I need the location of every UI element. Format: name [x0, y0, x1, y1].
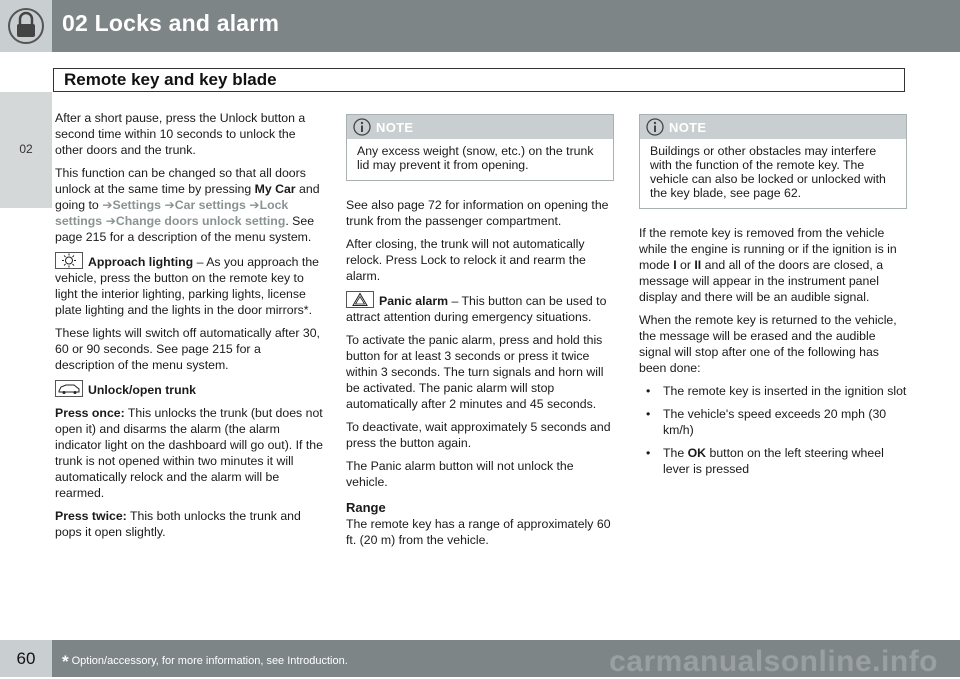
- side-tab-label: 02: [19, 142, 33, 156]
- paragraph: To activate the panic alarm, press and hold this button for at least 3 seconds or press it twice within 3 seconds. The turn signals and horn will be activated. The panic alarm will stop automatically after 2 minutes and 45 seconds.: [346, 333, 604, 411]
- footnote-star: *: [62, 652, 69, 671]
- text: . See page 215 for a description of the menu system.: [55, 214, 315, 244]
- note-header: [347, 115, 613, 139]
- arrow-right-icon: ➔: [102, 198, 113, 212]
- list-item: • The vehicle's speed exceeds 20 mph (30 km/h): [639, 406, 907, 438]
- note-header: [640, 115, 906, 139]
- text: If the remote key is removed from the vehicle while the engine is running or if the ignition is in mode: [639, 226, 897, 272]
- page-number: 60: [16, 649, 36, 668]
- info-icon: [353, 118, 371, 136]
- paragraph: After a short pause, press the Unlock button a second time within 10 seconds to unlock the other doors and the trunk.: [55, 111, 306, 157]
- panic-alarm-heading: Panic alarm: [379, 294, 449, 308]
- press-once-label: Press once:: [55, 406, 125, 420]
- note-title: NOTE: [376, 120, 414, 135]
- warning-triangle-icon: [347, 292, 373, 307]
- page-number-box: [0, 640, 52, 677]
- text: This unlocks the trunk (but does not open it) and disarms the alarm (the alarm indicator light on the dashboard will go out). If the trunk is not opened within two minutes it will automatically relock and the alarm will be rearmed.: [55, 406, 323, 500]
- light-icon: [56, 253, 82, 268]
- menu-path-settings: Settings: [112, 198, 162, 212]
- note-text: Buildings or other obstacles may interfere with the function of the remote key. The vehicle can also be locked or unlocked with the key blade, see page 62.: [650, 144, 886, 200]
- chapter-icon-box: [0, 0, 52, 52]
- paragraph: [55, 508, 323, 540]
- info-icon: [646, 118, 664, 136]
- text: and all of the doors are closed, a message will appear in the instrument panel display and there will be an audible signal.: [639, 258, 884, 304]
- unlock-trunk-heading: Unlock/open trunk: [88, 383, 196, 397]
- menu-path-car-settings: Car settings: [174, 198, 246, 212]
- paragraph: [346, 291, 614, 325]
- section-title: Remote key and key blade: [64, 70, 277, 89]
- approach-lighting-heading: Approach lighting: [88, 255, 194, 269]
- arrow-right-icon: ➔: [164, 198, 175, 212]
- list-item: • The remote key is inserted in the ignition slot: [639, 383, 907, 399]
- column-1: [55, 110, 323, 547]
- footnote-text: Option/accessory, for more information, see Introduction.: [71, 655, 348, 667]
- column-2: [346, 114, 614, 555]
- paragraph: When the remote key is returned to the vehicle, the message will be erased and the audible signal will stop after one of the following has been done:: [639, 313, 897, 375]
- press-twice-label: Press twice:: [55, 509, 127, 523]
- note-box: [346, 114, 614, 181]
- note-box: [639, 114, 907, 209]
- ignition-mode-i: I: [673, 258, 677, 272]
- chapter-title: 02 Locks and alarm: [62, 10, 280, 36]
- chapter-header: [0, 0, 960, 52]
- trunk-car-icon: [56, 381, 82, 396]
- padlock-icon: [8, 6, 44, 46]
- paragraph: After closing, the trunk will not automatically relock. Press Lock to relock it and rearm the alarm.: [346, 237, 586, 283]
- arrow-right-icon: ➔: [249, 198, 260, 212]
- watermark: carmanualsonline.info: [609, 645, 938, 678]
- text: – This button can be used to attract attention during emergency situations.: [346, 294, 607, 324]
- paragraph: See also page 72 for information on opening the trunk from the passenger compartment.: [346, 198, 609, 228]
- paragraph: [55, 165, 323, 245]
- text: button on the left steering wheel lever is pressed: [663, 446, 884, 476]
- range-heading: Range: [346, 500, 386, 515]
- paragraph: The remote key has a range of approximately 60 ft. (20 m) from the vehicle.: [346, 517, 611, 547]
- section-header: [53, 68, 905, 92]
- menu-path-lock-settings: Lock settings: [55, 198, 289, 228]
- paragraph: [639, 225, 907, 305]
- text: This function can be changed so that all doors unlock at the same time by pressing: [55, 166, 306, 196]
- paragraph: [55, 380, 323, 398]
- paragraph: [55, 252, 323, 318]
- text: or: [676, 258, 695, 272]
- paragraph: These lights will switch off automatically after 30, 60 or 90 seconds. See page 215 for a description of the menu system.: [55, 326, 320, 372]
- note-text: Any excess weight (snow, etc.) on the trunk lid may prevent it from opening.: [357, 144, 594, 172]
- ignition-mode-ii: II: [694, 258, 702, 272]
- chapter-side-tab: [0, 92, 52, 208]
- ok-button-ref: OK: [687, 446, 707, 460]
- text: The: [663, 446, 688, 460]
- paragraph: [55, 405, 323, 501]
- paragraph: To deactivate, wait approximately 5 seconds and press the button again.: [346, 420, 611, 450]
- mycar-button-ref: My Car: [254, 182, 296, 196]
- approach-light-icon-box: [55, 252, 83, 269]
- text: and going to: [55, 182, 320, 212]
- text: This both unlocks the trunk and pops it open slightly.: [55, 509, 301, 539]
- panic-icon-box: [346, 291, 374, 308]
- arrow-right-icon: ➔: [105, 214, 116, 228]
- text: – As you approach the vehicle, press the button on the remote key to light the interior lighting, parking lights, license plate lighting and the lights in the door mirrors*.: [55, 255, 319, 317]
- trunk-icon-box: [55, 380, 83, 397]
- bullet-list: [639, 383, 907, 477]
- column-3: [639, 114, 907, 484]
- note-title: NOTE: [669, 120, 707, 135]
- list-item: [639, 445, 907, 477]
- paragraph: The Panic alarm button will not unlock the vehicle.: [346, 459, 574, 489]
- menu-path-change-doors: Change doors unlock setting: [115, 214, 286, 228]
- footnote: [62, 652, 348, 672]
